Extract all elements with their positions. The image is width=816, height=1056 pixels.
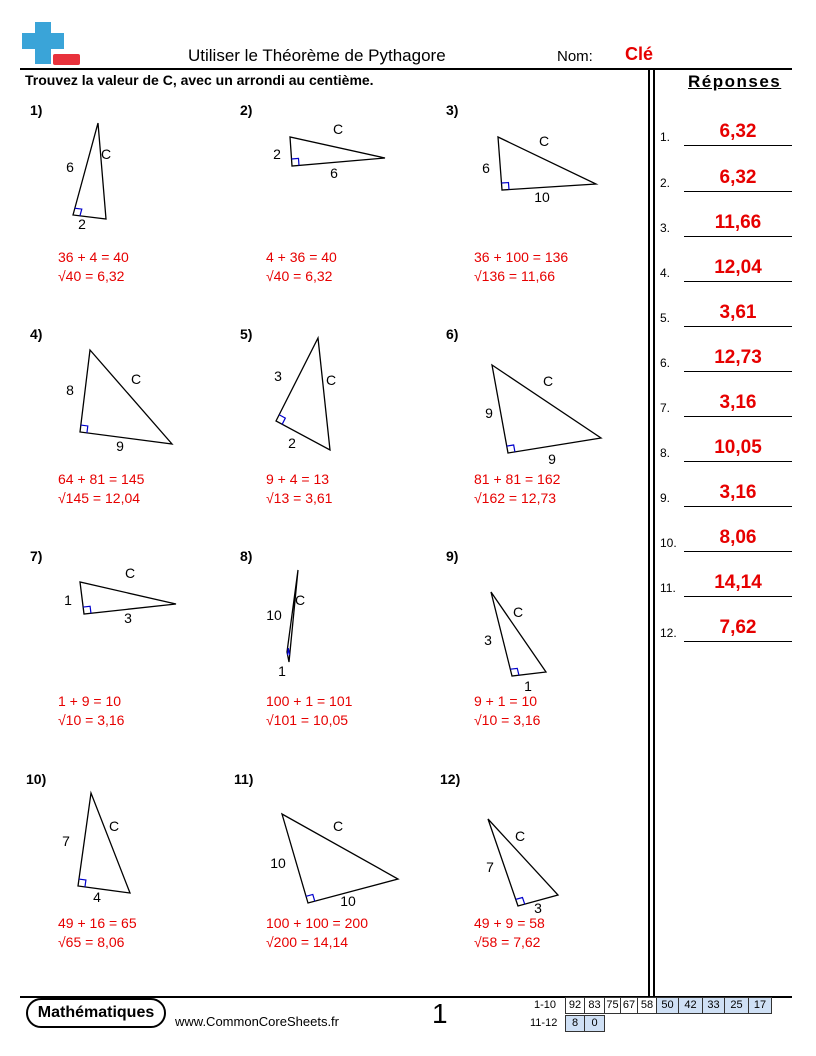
answer-number: 1. bbox=[660, 130, 671, 144]
answer-line bbox=[684, 191, 792, 192]
name-label: Nom: bbox=[557, 48, 593, 65]
score-cell: 33 bbox=[702, 997, 725, 1014]
answer-line bbox=[684, 551, 792, 552]
right-triangle bbox=[446, 326, 646, 476]
hypotenuse-label: C bbox=[514, 828, 526, 844]
score-cell: 83 bbox=[584, 997, 605, 1014]
answer-number: 7. bbox=[660, 401, 671, 415]
square-root-result: √10 = 3,16 bbox=[58, 712, 125, 728]
solution-work bbox=[266, 470, 332, 508]
right-triangle bbox=[26, 771, 226, 921]
leg-b-label: 9 bbox=[548, 451, 556, 467]
answer-value: 3,16 bbox=[719, 482, 757, 503]
hypotenuse-label: C bbox=[538, 133, 550, 149]
problem-number: 10) bbox=[26, 771, 47, 787]
sum-of-squares: 49 + 9 = 58 bbox=[474, 915, 545, 931]
problem-number: 4) bbox=[30, 326, 43, 342]
answer-number: 2. bbox=[660, 176, 671, 190]
leg-a-label: 1 bbox=[64, 592, 72, 608]
solution-work bbox=[266, 914, 368, 952]
leg-a-label: 9 bbox=[485, 405, 493, 421]
answers-title: Réponses bbox=[688, 72, 782, 91]
answer-column-divider-left bbox=[648, 68, 650, 996]
name-value: Clé bbox=[625, 44, 654, 64]
sum-of-squares: 100 + 100 = 200 bbox=[266, 915, 368, 931]
answer-number: 12. bbox=[660, 626, 677, 640]
answer-number: 3. bbox=[660, 221, 671, 235]
solution-work bbox=[58, 914, 137, 952]
answer-line bbox=[684, 371, 792, 372]
leg-b-label: 10 bbox=[340, 893, 356, 909]
problem-number: 8) bbox=[240, 548, 253, 564]
leg-b-label: 2 bbox=[78, 216, 86, 232]
answer-row bbox=[660, 428, 792, 462]
answer-value: 7,62 bbox=[719, 617, 757, 638]
solution-work bbox=[474, 248, 568, 286]
hypotenuse-label: C bbox=[124, 565, 136, 581]
answer-value: 3,61 bbox=[719, 302, 757, 323]
hypotenuse-label: C bbox=[130, 371, 142, 387]
leg-a-label: 7 bbox=[62, 833, 70, 849]
hypotenuse-label: C bbox=[332, 818, 344, 834]
solution-work bbox=[474, 470, 560, 508]
answer-value: 8,06 bbox=[719, 527, 757, 548]
score-cell: 58 bbox=[637, 997, 657, 1014]
site-url[interactable]: www.CommonCoreSheets.fr bbox=[175, 1014, 339, 1029]
square-root-result: √136 = 11,66 bbox=[474, 268, 555, 284]
score-cell: 92 bbox=[565, 997, 585, 1014]
square-root-result: √162 = 12,73 bbox=[474, 490, 557, 506]
score-cell: 67 bbox=[620, 997, 638, 1014]
score-cell: 50 bbox=[656, 997, 679, 1014]
right-triangle bbox=[30, 102, 230, 252]
answer-number: 4. bbox=[660, 266, 671, 280]
triangle-shape bbox=[78, 793, 130, 893]
answer-value: 14,14 bbox=[714, 572, 762, 593]
sum-of-squares: 9 + 4 = 13 bbox=[266, 471, 330, 487]
subject-badge: Mathématiques bbox=[26, 998, 166, 1028]
square-root-result: √58 = 7,62 bbox=[474, 934, 541, 950]
triangle-shape bbox=[276, 338, 330, 450]
hypotenuse-label: C bbox=[542, 373, 554, 389]
sum-of-squares: 9 + 1 = 10 bbox=[474, 693, 538, 709]
sum-of-squares: 36 + 4 = 40 bbox=[58, 249, 129, 265]
answer-row bbox=[660, 473, 792, 507]
answer-line bbox=[684, 461, 792, 462]
leg-a-label: 2 bbox=[273, 146, 281, 162]
answer-line bbox=[684, 596, 792, 597]
right-angle-marker bbox=[501, 183, 509, 190]
leg-a-label: 6 bbox=[482, 160, 490, 176]
triangle-shape bbox=[290, 137, 385, 166]
right-triangle bbox=[440, 771, 640, 921]
leg-b-label: 3 bbox=[534, 900, 542, 916]
sum-of-squares: 36 + 100 = 136 bbox=[474, 249, 569, 265]
sum-of-squares: 64 + 81 = 145 bbox=[58, 471, 145, 487]
instructions: Trouvez la valeur de C, avec un arrondi au centième. bbox=[25, 72, 374, 88]
answer-value: 6,32 bbox=[719, 121, 757, 142]
solution-work bbox=[474, 914, 545, 952]
leg-b-label: 3 bbox=[124, 610, 132, 626]
right-triangle bbox=[30, 326, 230, 476]
square-root-result: √101 = 10,05 bbox=[266, 712, 349, 728]
problem-number: 6) bbox=[446, 326, 459, 342]
hypotenuse-label: C bbox=[294, 592, 306, 608]
answer-line bbox=[684, 641, 792, 642]
answer-row bbox=[660, 563, 792, 597]
square-root-result: √40 = 6,32 bbox=[58, 268, 125, 284]
answer-value: 6,32 bbox=[719, 167, 757, 188]
answer-value: 12,04 bbox=[714, 257, 762, 278]
sum-of-squares: 81 + 81 = 162 bbox=[474, 471, 561, 487]
problem-number: 3) bbox=[446, 102, 459, 118]
score-cell: 42 bbox=[678, 997, 703, 1014]
score-cell: 25 bbox=[724, 997, 749, 1014]
answer-number: 5. bbox=[660, 311, 671, 325]
right-angle-marker bbox=[292, 158, 299, 165]
problem-number: 1) bbox=[30, 102, 43, 118]
sum-of-squares: 1 + 9 = 10 bbox=[58, 693, 122, 709]
hypotenuse-label: C bbox=[512, 604, 524, 620]
leg-b-label: 6 bbox=[330, 165, 338, 181]
right-triangle bbox=[30, 548, 230, 698]
answer-number: 11. bbox=[660, 581, 676, 595]
leg-b-label: 1 bbox=[524, 678, 532, 694]
leg-b-label: 1 bbox=[278, 663, 286, 679]
square-root-result: √145 = 12,04 bbox=[58, 490, 141, 506]
sum-of-squares: 100 + 1 = 101 bbox=[266, 693, 353, 709]
hypotenuse-label: C bbox=[100, 146, 112, 162]
answer-line bbox=[684, 281, 792, 282]
leg-b-label: 4 bbox=[93, 889, 101, 905]
answer-row bbox=[660, 293, 792, 327]
square-root-result: √10 = 3,16 bbox=[474, 712, 541, 728]
hypotenuse-label: C bbox=[332, 121, 344, 137]
page-number: 1 bbox=[432, 998, 448, 1029]
square-root-result: √40 = 6,32 bbox=[266, 268, 333, 284]
problem-number: 5) bbox=[240, 326, 253, 342]
answer-value: 3,16 bbox=[719, 392, 757, 413]
answer-row bbox=[660, 518, 792, 552]
problem-number: 12) bbox=[440, 771, 461, 787]
problem-number: 7) bbox=[30, 548, 43, 564]
leg-a-label: 10 bbox=[266, 607, 282, 623]
answer-column-divider-right bbox=[653, 68, 655, 996]
answer-number: 9. bbox=[660, 491, 671, 505]
answer-number: 6. bbox=[660, 356, 671, 370]
right-triangle bbox=[240, 326, 440, 476]
answer-line bbox=[684, 236, 792, 237]
solution-work bbox=[58, 470, 144, 508]
answer-line bbox=[684, 506, 792, 507]
answer-line bbox=[684, 416, 792, 417]
answer-row bbox=[660, 248, 792, 282]
leg-a-label: 3 bbox=[484, 632, 492, 648]
leg-a-label: 10 bbox=[270, 855, 286, 871]
score-cell: 17 bbox=[748, 997, 772, 1014]
plus-minus-logo bbox=[22, 22, 80, 66]
hypotenuse-label: C bbox=[325, 372, 337, 388]
right-angle-marker bbox=[288, 648, 290, 655]
answer-number: 10. bbox=[660, 536, 677, 550]
score-row-label: 1-10 bbox=[534, 999, 557, 1011]
problem-number: 11) bbox=[234, 771, 254, 787]
square-root-result: √200 = 14,14 bbox=[266, 934, 349, 950]
leg-b-label: 10 bbox=[534, 189, 550, 205]
answer-row bbox=[660, 383, 792, 417]
solution-work bbox=[474, 692, 540, 730]
answer-line bbox=[684, 145, 792, 146]
leg-b-label: 2 bbox=[288, 435, 296, 451]
problem-number: 2) bbox=[240, 102, 253, 118]
solution-work bbox=[266, 248, 337, 286]
score-cell: 8 bbox=[565, 1015, 585, 1032]
sum-of-squares: 4 + 36 = 40 bbox=[266, 249, 337, 265]
problem-number: 9) bbox=[446, 548, 459, 564]
sum-of-squares: 49 + 16 = 65 bbox=[58, 915, 137, 931]
answer-row bbox=[660, 608, 792, 642]
leg-b-label: 9 bbox=[116, 438, 124, 454]
square-root-result: √65 = 8,06 bbox=[58, 934, 125, 950]
solution-work bbox=[266, 692, 352, 730]
right-triangle bbox=[234, 771, 434, 921]
leg-a-label: 3 bbox=[274, 368, 282, 384]
answer-row bbox=[660, 338, 792, 372]
answer-value: 11,66 bbox=[714, 212, 762, 233]
answer-value: 12,73 bbox=[714, 347, 762, 368]
square-root-result: √13 = 3,61 bbox=[266, 490, 333, 506]
triangle-shape bbox=[73, 123, 106, 219]
answer-row bbox=[660, 158, 792, 192]
score-cell: 75 bbox=[604, 997, 621, 1014]
worksheet-title: Utiliser le Théorème de Pythagore bbox=[188, 46, 446, 65]
answer-row bbox=[660, 112, 792, 146]
leg-a-label: 7 bbox=[486, 859, 494, 875]
leg-a-label: 6 bbox=[66, 159, 74, 175]
solution-work bbox=[58, 692, 124, 730]
score-cell: 0 bbox=[584, 1015, 605, 1032]
right-triangle bbox=[446, 102, 646, 252]
solution-work bbox=[58, 248, 129, 286]
answer-row bbox=[660, 203, 792, 237]
right-triangle bbox=[446, 548, 646, 698]
right-triangle bbox=[240, 102, 440, 252]
hypotenuse-label: C bbox=[108, 818, 120, 834]
right-triangle bbox=[240, 548, 440, 698]
score-row-label: 11-12 bbox=[530, 1017, 558, 1029]
answer-line bbox=[684, 326, 792, 327]
header-divider bbox=[20, 68, 792, 70]
triangle-shape bbox=[80, 350, 172, 444]
answer-value: 10,05 bbox=[714, 437, 762, 458]
leg-a-label: 8 bbox=[66, 382, 74, 398]
answer-number: 8. bbox=[660, 446, 671, 460]
